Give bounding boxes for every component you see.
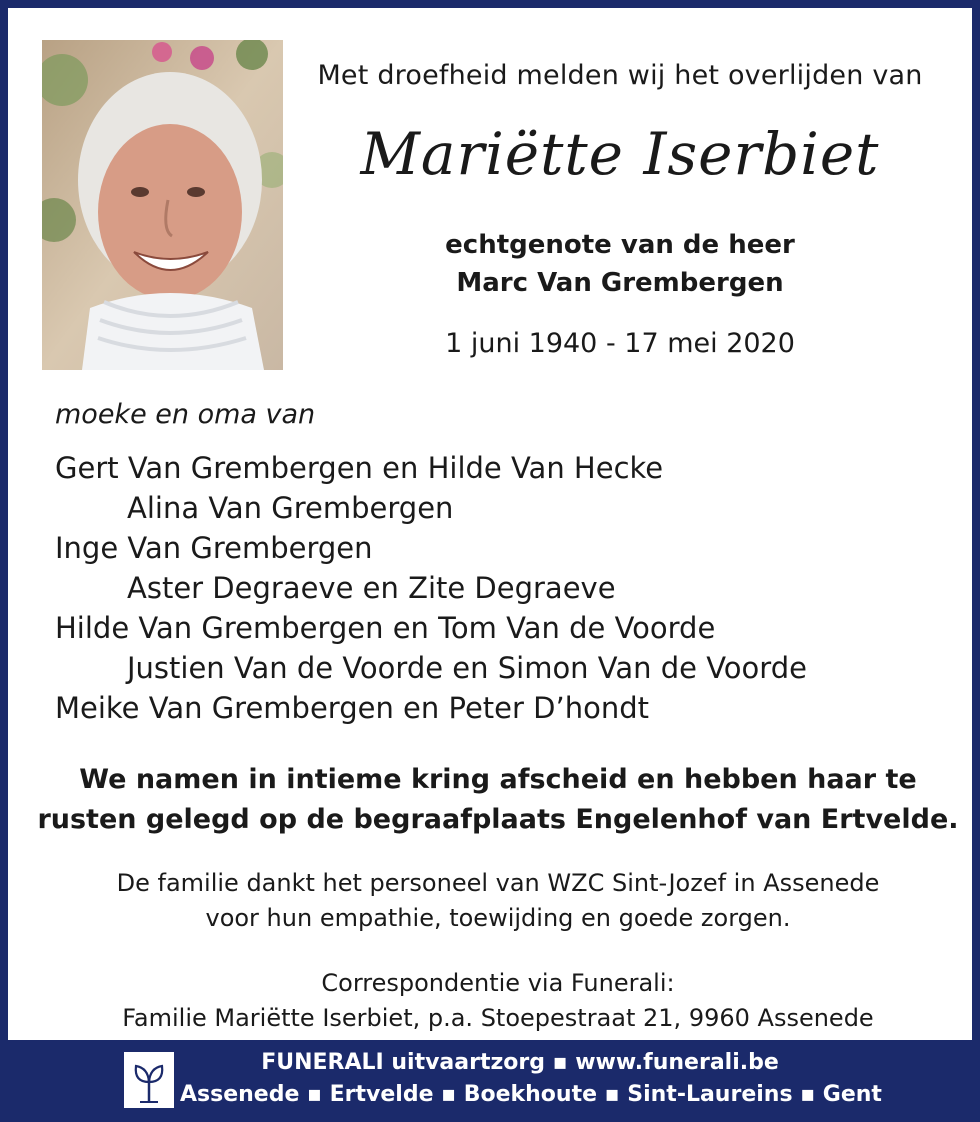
family-member: Gert Van Grembergen en Hilde Van Hecke xyxy=(55,451,664,485)
family-member: Hilde Van Grembergen en Tom Van de Voorde xyxy=(55,611,716,645)
correspondence-line-1: Correspondentie via Funerali: xyxy=(321,969,675,997)
correspondence-text xyxy=(28,966,968,1036)
ceremony-line-1: We namen in intieme kring afscheid en hebben haar te xyxy=(79,764,917,795)
grandchild-member: Justien Van de Voorde en Simon Van de Voorde xyxy=(127,651,807,685)
ceremony-line-2: rusten gelegd op de begraafplaats Engelenhof van Ertvelde. xyxy=(37,804,959,835)
life-dates: 1 juni 1940 - 17 mei 2020 xyxy=(445,328,795,359)
grandchild-member: Aster Degraeve en Zite Degraeve xyxy=(127,571,616,605)
plant-sprout-icon xyxy=(124,1052,174,1108)
intro-text: Met droefheid melden wij het overlijden van xyxy=(317,60,923,91)
thanks-line-1: De familie dankt het personeel van WZC Sint-Jozef in Assenede xyxy=(116,869,880,897)
family-member: Inge Van Grembergen xyxy=(55,531,373,565)
deceased-name: Mariëtte Iserbiet xyxy=(360,120,880,188)
funeral-home-footer xyxy=(0,1040,980,1122)
ceremony-text xyxy=(28,760,968,840)
spouse-line-2: Marc Van Grembergen xyxy=(456,268,784,298)
relation-label: moeke en oma van xyxy=(55,399,316,430)
footer-company-line: FUNERALI uitvaartzorg ▪ www.funerali.be xyxy=(261,1050,779,1075)
thanks-line-2: voor hun empathie, toewijding en goede zorgen. xyxy=(205,904,791,932)
grandchild-member: Alina Van Grembergen xyxy=(127,491,454,525)
family-list xyxy=(55,448,935,728)
spouse-block xyxy=(290,226,950,302)
family-member: Meike Van Grembergen en Peter D’hondt xyxy=(55,691,649,725)
portrait-photo xyxy=(42,40,283,370)
footer-locations-line: Assenede ▪ Ertvelde ▪ Boekhoute ▪ Sint-Laureins ▪ Gent xyxy=(180,1082,882,1107)
thanks-text xyxy=(28,866,968,936)
correspondence-address: Familie Mariëtte Iserbiet, p.a. Stoepestraat 21, 9960 Assenede xyxy=(122,1004,874,1032)
spouse-line-1: echtgenote van de heer xyxy=(445,230,795,260)
